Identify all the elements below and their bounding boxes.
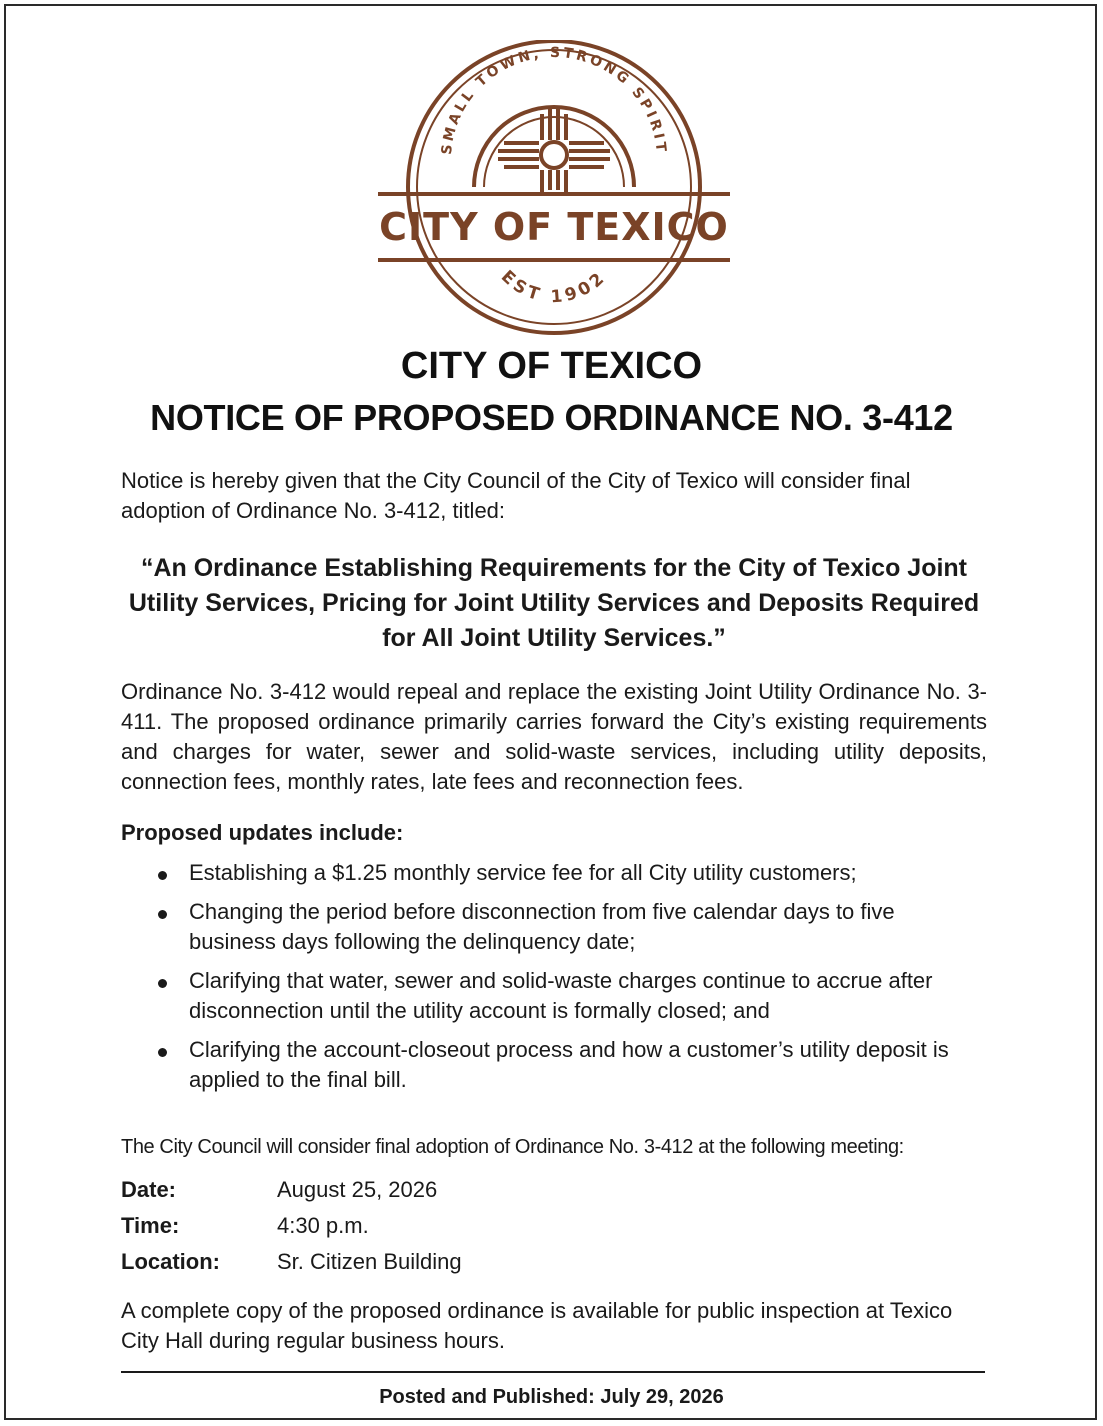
meeting-details — [121, 1172, 462, 1280]
bullet-icon — [158, 1048, 167, 1057]
bullet-icon — [158, 979, 167, 988]
city-heading: CITY OF TEXICO — [400, 345, 703, 387]
meeting-intro: The City Council will consider final adoption of Ordinance No. 3-412 at the following meeting: — [121, 1136, 904, 1158]
bullet-icon — [158, 910, 167, 919]
time-label: Time: — [121, 1213, 180, 1238]
list-item: Clarifying that water, sewer and solid-waste charges continue to accrue after disconnection until the utility account is formally closed; and — [121, 966, 987, 1026]
location-value: Sr. Citizen Building — [277, 1249, 462, 1274]
divider — [121, 1371, 985, 1373]
updates-list — [121, 858, 987, 1104]
notice-title: NOTICE OF PROPOSED ORDINANCE NO. 3-412 — [150, 397, 953, 438]
updates-label: Proposed updates include: — [121, 820, 404, 845]
meeting-time-row — [121, 1208, 462, 1244]
meeting-location-row — [121, 1244, 462, 1280]
list-item: Establishing a $1.25 monthly service fee for all City utility customers; — [121, 858, 987, 888]
svg-text:EST 1902 — [497, 267, 611, 308]
city-seal-logo — [376, 40, 732, 340]
closing-paragraph: A complete copy of the proposed ordinance is available for public inspection at Texico City Hall during regular business hours. — [121, 1298, 953, 1353]
posted-date: Posted and Published: July 29, 2026 — [379, 1386, 724, 1408]
list-item: Clarifying the account-closeout process and how a customer’s utility deposit is applied to the final bill. — [121, 1035, 987, 1095]
date-label: Date: — [121, 1177, 177, 1202]
bullet-icon — [158, 871, 167, 880]
svg-text:SMALL TOWN, STRONG SPIRIT — [439, 45, 669, 156]
ordinance-description: Ordinance No. 3-412 would repeal and replace the existing Joint Utility Ordinance No. 3-411. The proposed ordinance primarily carries forward the City’s existing requirements and charges for water, sewer and solid-waste services, including utility deposits, connection fees, monthly rates, late fees and reconnection fees. — [121, 679, 987, 794]
meeting-date-row — [121, 1172, 462, 1208]
seal-city-name: CITY OF TEXICO — [379, 205, 729, 249]
seal-motto: SMALL TOWN, STRONG SPIRIT — [438, 44, 670, 156]
location-label: Location: — [121, 1249, 220, 1274]
ordinance-title: “An Ordinance Establishing Requirements for the City of Texico Joint Utility Services, Pricing for Joint Utility Services and Deposits Required for All Joint Utility Services.” — [128, 554, 980, 652]
intro-paragraph: Notice is hereby given that the City Council of the City of Texico will consider final adoption of Ordinance No. 3-412, titled: — [121, 468, 911, 523]
seal-established: EST 1902 — [496, 266, 612, 308]
list-item: Changing the period before disconnection from five calendar days to five business days following the delinquency date; — [121, 897, 987, 957]
time-value: 4:30 p.m. — [277, 1213, 369, 1238]
date-value: August 25, 2026 — [277, 1177, 438, 1202]
